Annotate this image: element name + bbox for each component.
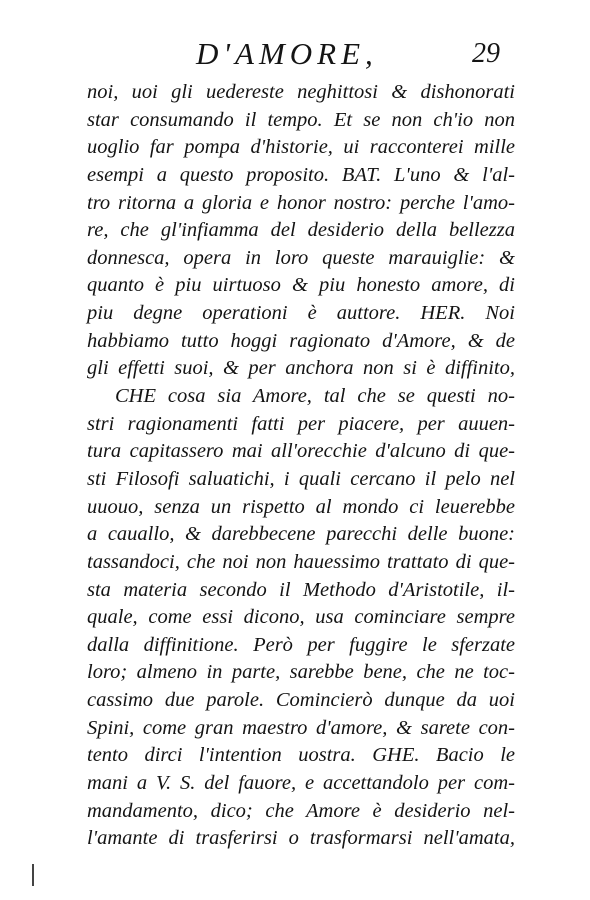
page-number: 29	[472, 38, 500, 69]
text-line: uuouo, senza un rispetto al mondo ci leuerebbe	[87, 495, 515, 518]
text-line: Spini, come gran maestro d'amore, & sarete con-	[87, 716, 515, 739]
text-line: tura capitassero mai all'orecchie d'alcuno di que-	[87, 440, 515, 463]
page-header	[0, 36, 590, 76]
text-line: tento dirci l'intention uostra. GHE. Bacio le	[87, 744, 515, 767]
text-line: dalla diffinitione. Però per fuggire le sferzate	[87, 633, 515, 656]
text-line: quale, come essi dicono, usa cominciare sempre	[87, 606, 515, 629]
text-line: stri ragionamenti fatti per piacere, per auuen-	[87, 412, 515, 435]
text-line: donnesca, opera in loro queste marauiglie: &	[87, 246, 515, 269]
body-text	[87, 79, 515, 853]
text-line: mani a V. S. del fauore, e accettandolo per com-	[87, 772, 515, 795]
text-line: sti Filosofi saluatichi, i quali cercano il pelo nel	[87, 467, 515, 490]
text-line: uoglio far pompa d'historie, ui racconterei mille	[87, 136, 515, 159]
text-line: quanto è piu uirtuoso & piu honesto amore, di	[87, 274, 515, 297]
text-line: loro; almeno in parte, sarebbe bene, che ne toc-	[87, 661, 515, 684]
text-line: star consumando il tempo. Et se non ch'io non	[87, 108, 515, 131]
text-line: habbiamo tutto hoggi ragionato d'Amore, & de	[87, 329, 515, 352]
text-line: re, che gl'infiamma del desiderio della bellezza	[87, 219, 515, 242]
text-line: tassandoci, che noi non hauessimo trattato di que-	[87, 550, 515, 573]
text-line: a cauallo, & darebbecene parecchi delle buone:	[87, 523, 515, 546]
text-line: noi, uoi gli uedereste neghittosi & dishonorati	[87, 81, 515, 103]
text-line: sta materia secondo il Methodo d'Aristotile, il-	[87, 578, 515, 601]
running-title: D'AMORE,	[196, 36, 378, 71]
text-line: tro ritorna a gloria e honor nostro: perche l'amo-	[87, 191, 515, 214]
text-line: mandamento, dico; che Amore è desiderio nel-	[87, 799, 515, 822]
text-line: cassimo due parole. Comincierò dunque da uoi	[87, 689, 515, 712]
text-line: esempi a questo proposito. BAT. L'uno & l'al-	[87, 163, 515, 186]
text-line: gli effetti suoi, & per anchora non si è diffinito,	[87, 357, 515, 380]
paragraph-start-line: CHE cosa sia Amore, tal che se questi no-	[115, 385, 515, 408]
text-line: piu degne operationi è auttore. HER. Noi	[87, 302, 515, 325]
text-line: l'amante di trasferirsi o trasformarsi nell'amata,	[87, 827, 515, 850]
margin-mark	[32, 864, 34, 886]
